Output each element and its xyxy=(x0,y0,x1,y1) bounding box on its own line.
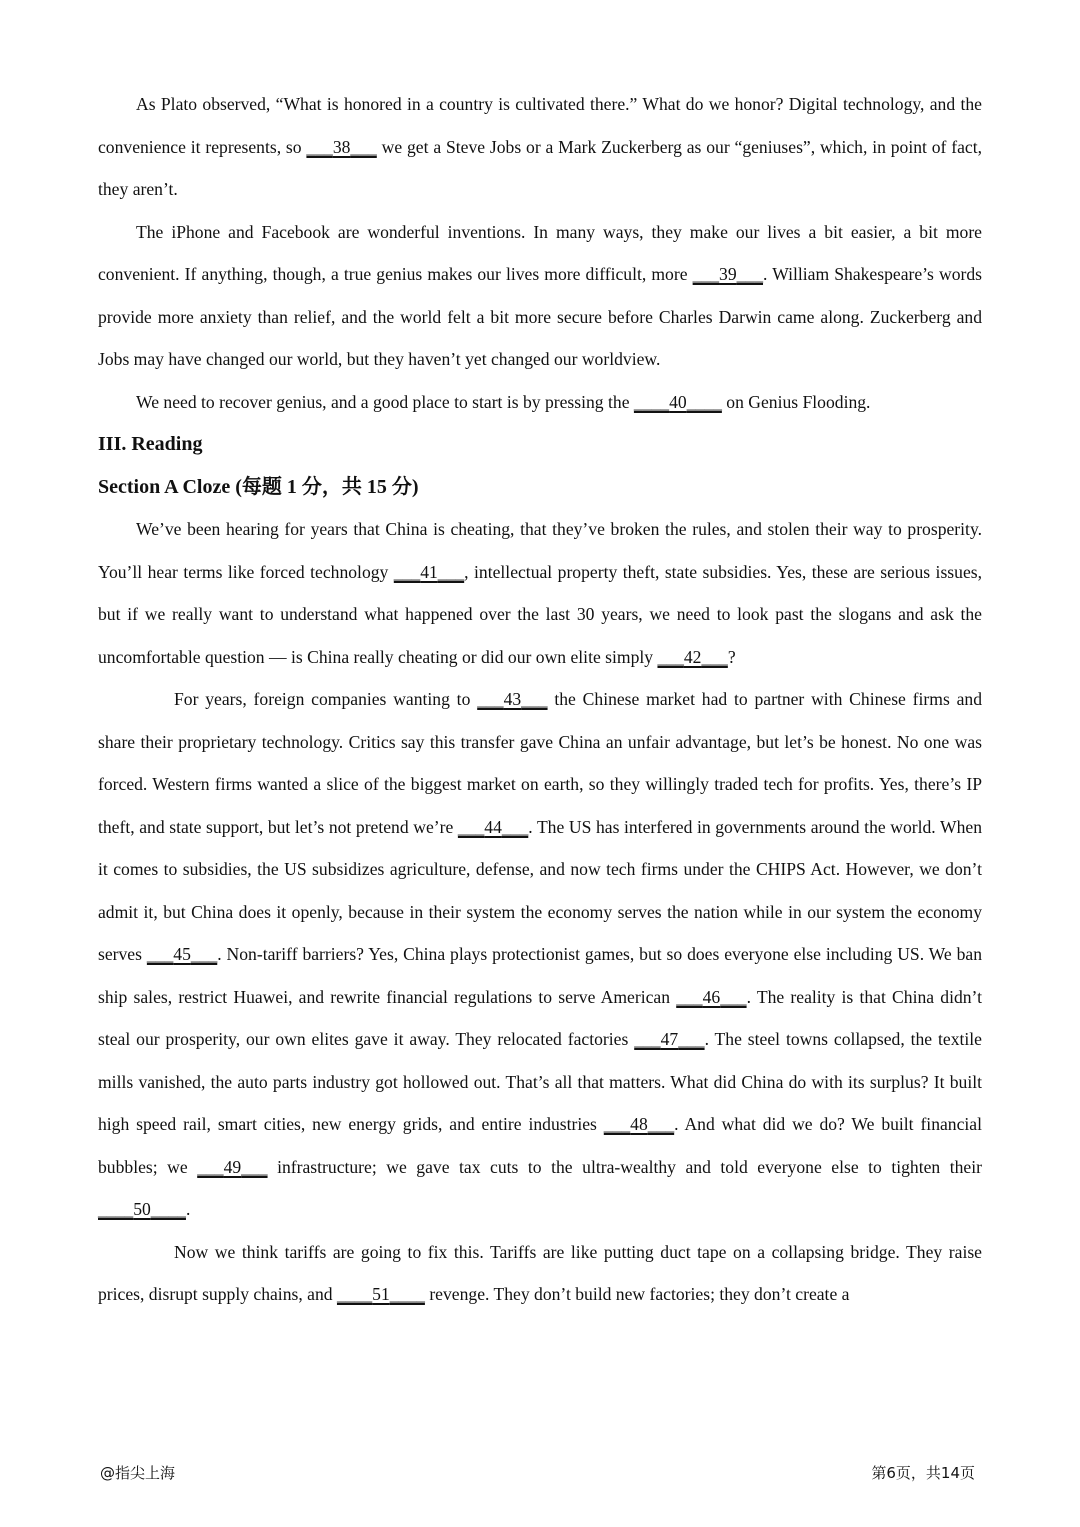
text: the Chinese market had to partner with Chinese firms and share their proprietary technology. Critics say this transfer gave China an unfair advantage, but let’s be honest. No one was forced. Western firms wanted a slice of the biggest market on earth, so they willingly traded tech for profits. Yes, there’s IP theft, and state support, but let’s not pretend we’re xyxy=(98,689,982,837)
document-page xyxy=(98,83,982,1316)
paragraph-iphone xyxy=(98,211,982,381)
text: we get a Steve Jobs or a Mark Zuckerberg as our “geniuses”, which, in point of fact, they aren’t. xyxy=(98,136,982,199)
blank-50: ____50____ xyxy=(98,1199,186,1219)
text: . The reality is that China didn’t steal our prosperity, our own elites gave it away. They relocated factories xyxy=(98,986,982,1049)
text: We need to recover genius, and a good place to start is by pressing the xyxy=(136,391,634,412)
section-heading-cloze: Section A Cloze (每题 1 分，共 15 分) xyxy=(98,475,419,498)
text: . The steel towns collapsed, the textile mills vanished, the auto parts industry got hollowed out. That’s all that matters. What did China do with its surplus? It built high speed rail, smart cities, new energy grids, and entire industries xyxy=(98,1029,982,1134)
blank-41: ___41___ xyxy=(393,561,465,582)
section-heading-reading: III. Reading xyxy=(98,433,203,455)
text: We’ve been hearing for years that China is cheating, that they’ve broken the rules, and stolen their way to prosperity. You’ll hear terms like forced technology xyxy=(98,519,982,582)
blank-43: ___43___ xyxy=(477,689,548,709)
blank-44: ___44___ xyxy=(457,816,529,837)
blank-51: ____51____ xyxy=(336,1284,425,1304)
blank-42: ___42___ xyxy=(657,646,728,667)
blank-39: ___39___ xyxy=(692,264,764,284)
text: revenge. They don’t build new factories; they don’t create a xyxy=(424,1284,850,1304)
blank-46: ___46___ xyxy=(676,986,747,1007)
paragraph-plato xyxy=(98,83,982,211)
text: . William Shakespeare’s words provide more anxiety than relief, and the world felt a bit more secure before Charles Darwin came along. Zuckerberg and Jobs may have changed our world, but they haven’t yet changed our worldview. xyxy=(98,264,983,369)
blank-40: ____40____ xyxy=(633,391,722,412)
text: . And what did we do? We built financial bubbles; we xyxy=(98,1114,982,1177)
text: on Genius Flooding. xyxy=(721,391,871,412)
blank-48: ___48___ xyxy=(603,1114,675,1134)
text: For years, foreign companies wanting to xyxy=(174,689,478,709)
blank-47: ___47___ xyxy=(634,1029,705,1049)
text: infrastructure; we gave tax cuts to the ultra-wealthy and told everyone else to tighten their xyxy=(267,1156,982,1177)
text: , intellectual property theft, state subsidies. Yes, these are serious issues, but if we really want to understand what happened over the last 30 years, we need to look past the slogans and ask the uncomfortable question — is China really cheating or did our own elite simply xyxy=(98,561,982,667)
text: . The US has interfered in governments around the world. When it comes to subsidies, the US subsidizes agriculture, defense, and now tech firms under the CHIPS Act. However, we don’t admit it, but China does it openly, because in their system the economy serves the nation while in our system the economy serves xyxy=(98,816,982,964)
footer-source: @指尖上海 xyxy=(100,1464,176,1482)
text: As Plato observed, “What is honored in a country is cultivated there.” What do we honor? Digital technology, and the convenience it represents, so xyxy=(98,94,982,157)
text: ? xyxy=(727,646,736,667)
text: . xyxy=(185,1199,191,1219)
blank-45: ___45___ xyxy=(146,944,218,964)
blank-38: ___38___ xyxy=(306,136,377,157)
paragraph-foreign-companies xyxy=(98,678,982,1231)
text: Now we think tariffs are going to fix this. Tariffs are like putting duct tape on a collapsing bridge. They raise prices, disrupt supply chains, and xyxy=(98,1241,982,1304)
paragraph-tariffs xyxy=(98,1231,982,1316)
paragraph-recover-genius xyxy=(98,381,982,424)
text: The iPhone and Facebook are wonderful inventions. In many ways, they make our lives a bit easier, a bit more convenient. If anything, though, a true genius makes our lives more difficult, more xyxy=(98,221,982,284)
paragraph-china-cheating xyxy=(98,508,982,678)
blank-49: ___49___ xyxy=(197,1156,268,1177)
footer-page-number: 第6页，共14页 xyxy=(871,1464,975,1482)
text: . Non-tariff barriers? Yes, China plays protectionist games, but so does everyone else including US. We ban ship sales, restrict Huawei, and rewrite financial regulations to serve American xyxy=(98,944,982,1007)
